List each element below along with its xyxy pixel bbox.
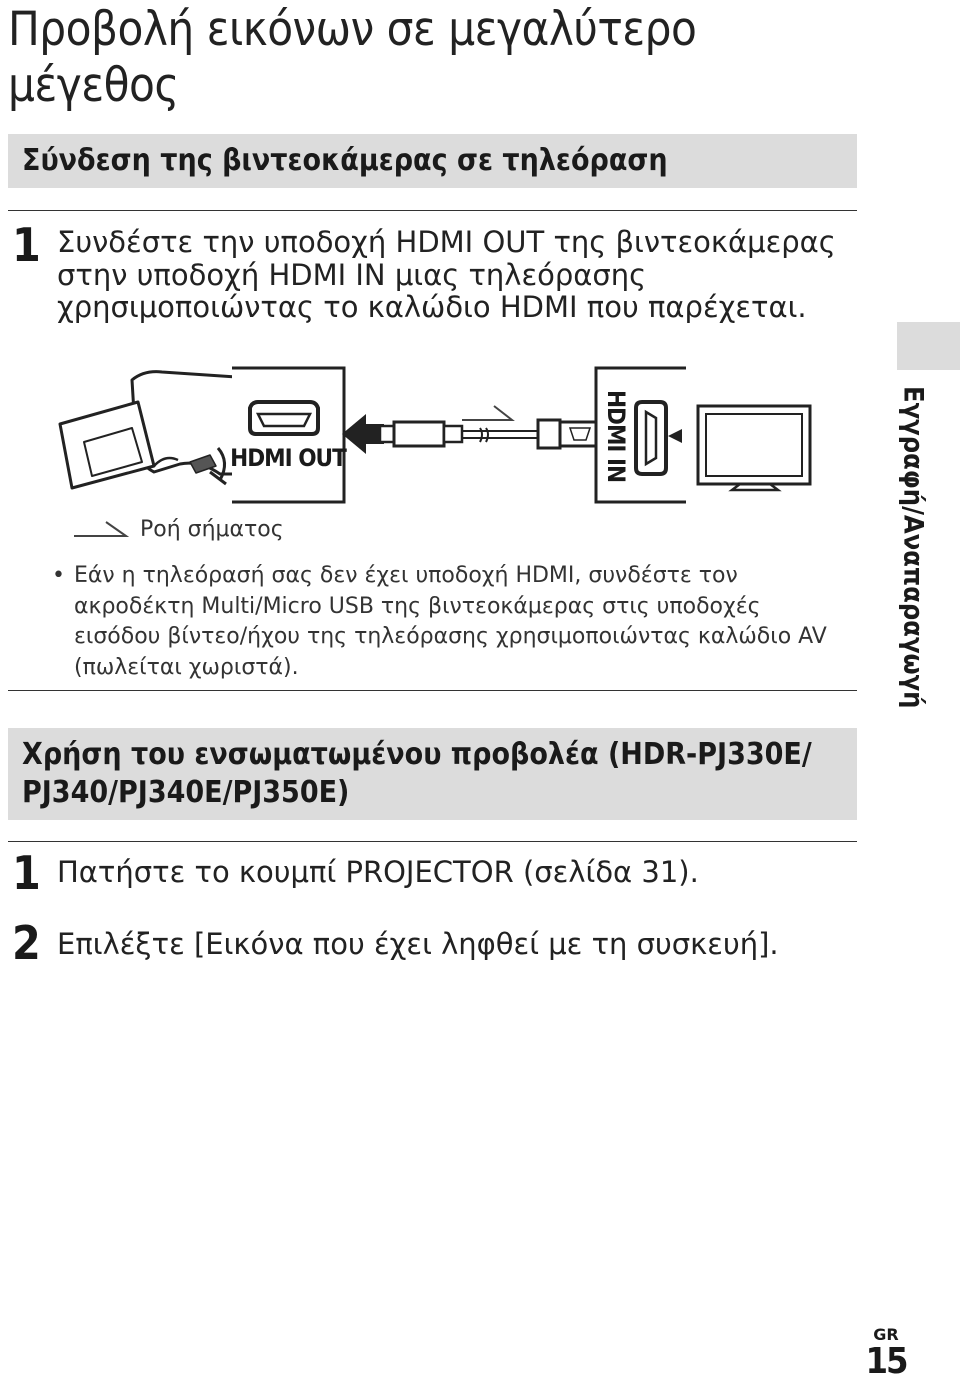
hdmi-out-port-panel bbox=[230, 368, 347, 502]
page-title: Προβολή εικόνων σε μεγαλύτερο μέγεθος bbox=[8, 2, 697, 113]
hdmi-out-label: HDMI OUT bbox=[230, 444, 346, 472]
divider bbox=[8, 690, 857, 691]
step-text: Επιλέξτε [Εικόνα που έχει ληφθεί με τη συσκευή]. bbox=[57, 927, 779, 961]
section-heading-tv-connection: Σύνδεση της βιντεοκάμερας σε τηλεόραση bbox=[8, 134, 857, 188]
hdmi-in-label: HDMI IN bbox=[602, 389, 630, 483]
step-number: 2 bbox=[12, 916, 41, 970]
note-text: Εάν η τηλεόρασή σας δεν έχει υποδοχή HDMI, συνδέστε τον ακροδέκτη Multi/Micro USB της βιντεοκάμερας στις υποδοχές εισόδου βίντεο/ήχου της τηλεόρασης χρησιμοποιώντας καλώδιο AV (πωλείται χωριστά). bbox=[74, 563, 827, 680]
step-text: Πατήστε το κουμπί PROJECTOR (σελίδα 31). bbox=[57, 855, 699, 889]
cable-direction-arrow-icon bbox=[342, 414, 384, 454]
side-tab-marker bbox=[897, 322, 960, 370]
divider bbox=[8, 841, 857, 842]
legend bbox=[72, 513, 284, 545]
hdmi-cable bbox=[380, 420, 606, 448]
hdmi-connection-diagram bbox=[50, 362, 835, 510]
section-heading-projector: Χρήση του ενσωματωμένου προβολέα (HDR-PJ330E/ PJ340/PJ340E/PJ350E) bbox=[8, 728, 857, 820]
page-number: 15 bbox=[865, 1341, 907, 1382]
signal-flow-arrow-icon bbox=[462, 406, 512, 420]
bullet-icon: • bbox=[52, 563, 65, 588]
legend-label: Ροή σήματος bbox=[140, 516, 284, 542]
note-bullet bbox=[52, 561, 852, 683]
divider bbox=[8, 210, 857, 211]
step-number: 1 bbox=[12, 218, 41, 272]
step-text: Συνδέστε την υποδοχή HDMI OUT της βιντεοκάμερας στην υποδοχή HDMI IN μιας τηλεόρασης χρησιμοποιώντας το καλώδιο HDMI που παρέχεται. bbox=[57, 225, 836, 324]
page-language: GR bbox=[873, 1325, 899, 1344]
signal-flow-arrow-icon bbox=[72, 518, 130, 540]
television-illustration bbox=[698, 406, 810, 490]
step-number: 1 bbox=[12, 846, 41, 900]
side-tab-label: Εγγραφή/Αναπαραγωγή bbox=[897, 386, 929, 709]
